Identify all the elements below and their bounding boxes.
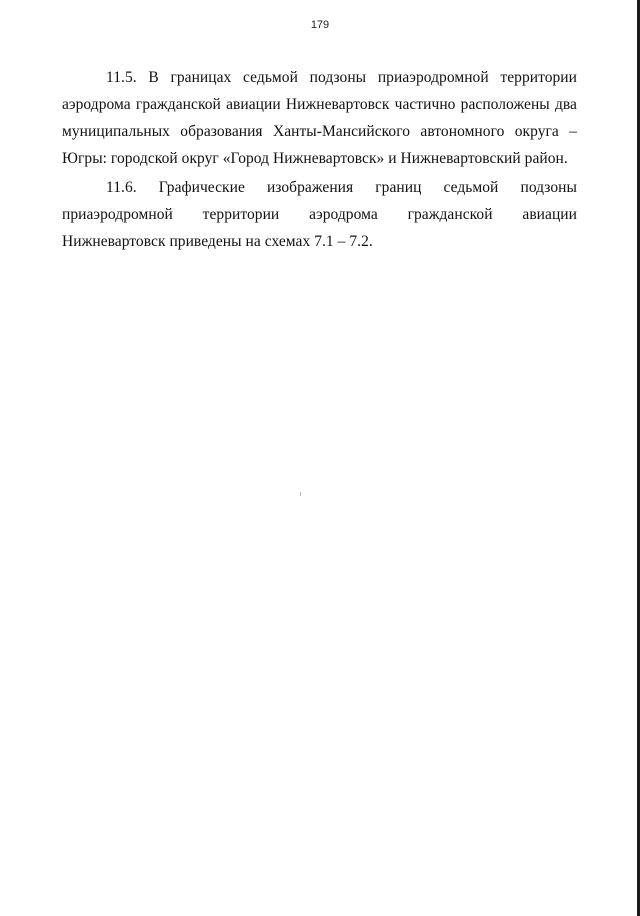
- page-number: 179: [310, 19, 330, 31]
- scan-speck: [300, 492, 301, 496]
- document-body: [62, 64, 577, 255]
- paragraph-11-6: 11.6. Графические изображения границ седьмой подзоны приаэродромной территории аэродрома гражданской авиации Нижневартовск приведены на схемах 7.1 – 7.2.: [62, 179, 577, 250]
- paragraph-11-5: 11.5. В границах седьмой подзоны приаэродромной территории аэродрома гражданской авиации Нижневартовск частично расположены два муниципальных образования Ханты-Мансийского автономного округа – Югры: городской округ «Город Нижневартовск» и Нижневартовский район.: [62, 69, 577, 167]
